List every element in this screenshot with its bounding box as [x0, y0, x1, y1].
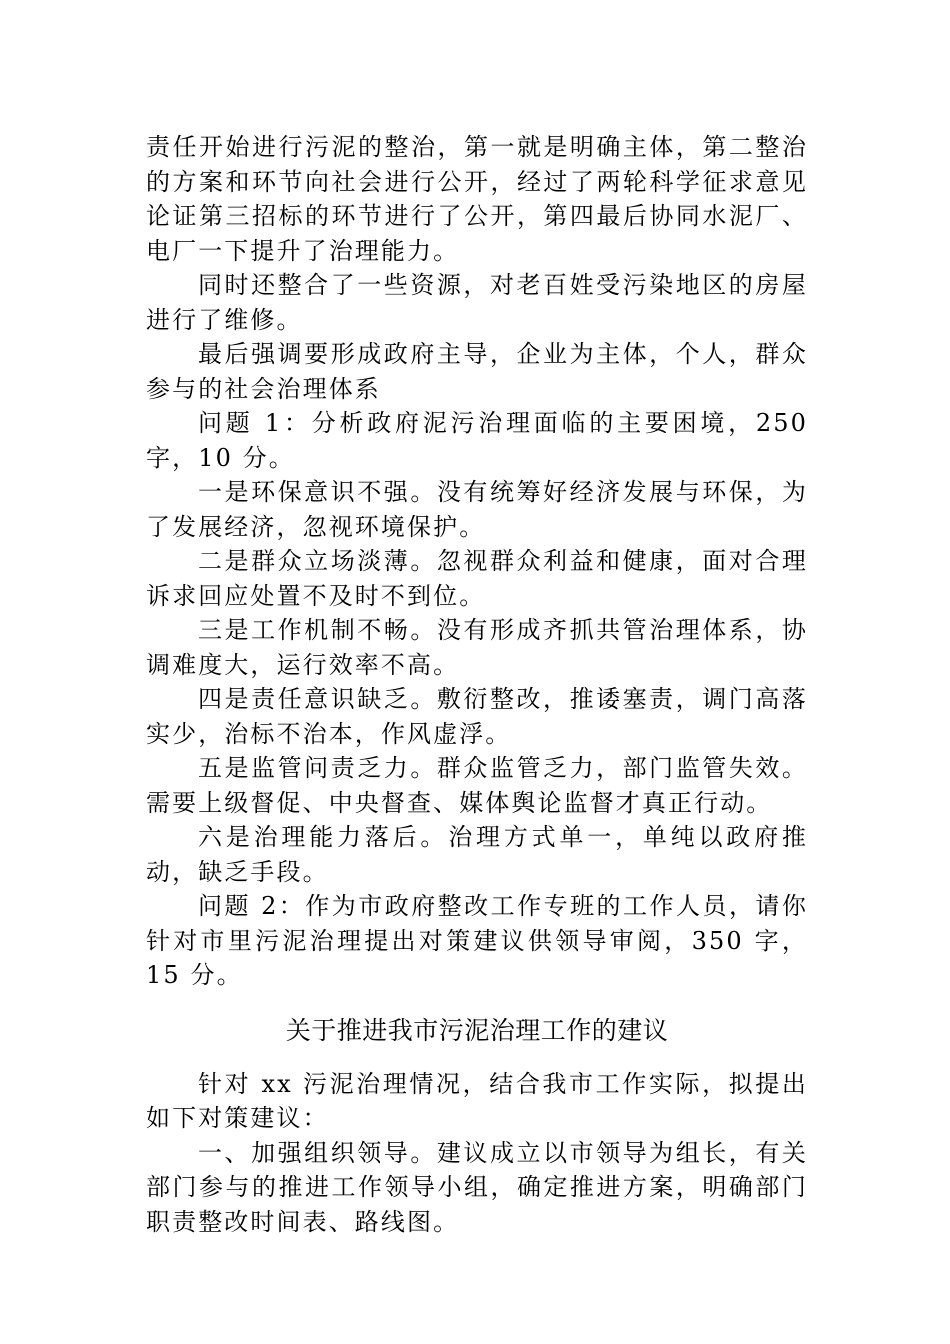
suggestion-1: 一、加强组织领导。建议成立以市领导为组长，有关部门参与的推进工作领导小组，确定推进方案，明确部门职责整改时间表、路线图。	[146, 1138, 808, 1236]
answer-point-1: 一是环保意识不强。没有统筹好经济发展与环保，为了发展经济，忽视环境保护。	[146, 478, 808, 541]
answer-point-4: 四是责任意识缺乏。敷衍整改，推诿塞责，调门高落实少，治标不治本，作风虚浮。	[146, 685, 808, 748]
answer-point-5: 五是监管问责乏力。群众监管乏力，部门监管失效。需要上级督促、中央督查、媒体舆论监督才真正行动。	[146, 754, 808, 817]
answer-point-3: 三是工作机制不畅。没有形成齐抓共管治理体系，协调难度大，运行效率不高。	[146, 616, 808, 679]
paragraph-governance-system: 最后强调要形成政府主导，企业为主体，个人，群众参与的社会治理体系	[146, 340, 808, 403]
section-heading: 关于推进我市污泥治理工作的建议	[285, 1015, 669, 1045]
paragraph-continuation: 责任开始进行污泥的整治，第一就是明确主体，第二整治的方案和环节向社会进行公开，经过了两轮科学征求意见论证第三招标的环节进行了公开，第四最后协同水泥厂、电厂一下提升了治理能力。	[146, 133, 808, 265]
document-page	[146, 130, 808, 1239]
question-2: 问题 2：作为市政府整改工作专班的工作人员，请你针对市里污泥治理提出对策建议供领导审阅，350 字，15 分。	[146, 892, 808, 989]
answer-point-2: 二是群众立场淡薄。忽视群众利益和健康，面对合理诉求回应处置不及时不到位。	[146, 547, 808, 610]
answer-point-6: 六是治理能力落后。治理方式单一，单纯以政府推动，缺乏手段。	[146, 823, 808, 886]
question-1: 问题 1：分析政府泥污治理面临的主要困境，250 字，10 分。	[146, 409, 808, 472]
paragraph-intro: 针对 xx 污泥治理情况，结合我市工作实际，拟提出如下对策建议：	[146, 1069, 808, 1132]
paragraph-resources: 同时还整合了一些资源，对老百姓受污染地区的房屋进行了维修。	[146, 271, 808, 334]
